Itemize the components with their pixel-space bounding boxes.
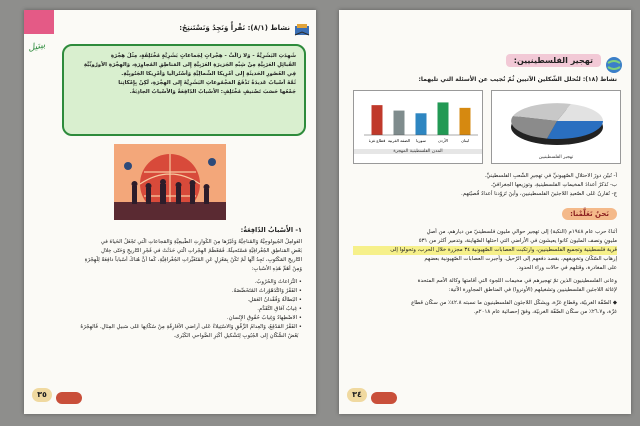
paragraph-line: العَوامِلُ الجُيولوجِيَّةُ وَالمُناخِيَّةُ وَغَيْرُها مِنَ الكَوارِثِ الطَّبيعِيَّةِ وَالمَجاعاتِ الَّتي تَجْعَلُ الحَياةَ في (100, 239, 302, 245)
learn-badge: نَحنُ تَعَلَّمْنا: (562, 208, 617, 220)
bar (438, 102, 449, 135)
list-item: • غِيابُ آفاقِ التَّقَدُّمِ. (257, 306, 302, 312)
intro-box (62, 44, 306, 136)
intro-line: شَهِدَتِ البَشَرِيَّةُ - وَلا زالَتْ - هِجْراتٍ لِجَماعاتٍ بَشَرِيَّةٍ مُخْتَلِفَةٍ، مِثْلَ هِجْرَةِ (110, 53, 296, 59)
list-item-text: النِّزاعاتُ وَالحُرُوبُ. (254, 279, 298, 285)
list-item-text: الفَقْرُ المُدْقِعُ، وَانْعِدامُ الرِّفْقِ وَالاسْتِيلاءُ عَلى أَراضي الأَفارِقَةِ مِنْ سُكّانِها عَلى سَبيلِ المِثالِ. فَالهِجْرَةُ (80, 324, 298, 330)
bar-caption: المدن الفلسطينية المهجرة (354, 149, 482, 154)
intro-line: ثَمَّةَ أَسْبابٌ عَديدَةٌ تَدْفَعُ المَجْمُوعاتِ البَشَرِيَّةَ إِلى الهِجْرَةِ، لَكِنْ بِإِمْكانِنا (118, 80, 296, 86)
bar (460, 108, 471, 135)
bar-chart (353, 90, 483, 164)
section-heading: ١- الأَسْبابُ الدّافِعَةُ: (240, 226, 302, 234)
question: ج- نُقارنُ عَلى الصّعيدِ اللاجئينَ الفلسطينيين، وأينَ تَزوّدنا أَعدادُ قُصيّتهم. (461, 191, 617, 197)
body-line: لإغاثة اللاجئين الفلسطينيين وتشغيلهم (الأونروا) في المناطق المجاورة الآتية: (448, 287, 617, 293)
pen-icon (56, 392, 82, 404)
intro-line: فِي العُصُورِ الحَديثَةِ إِلى أَمْرِيكا الشَّمالِيَّةِ وَأَسْتُرالْيا وَأَمْرِيكا الجَنُوبِيَّةِ. (121, 71, 296, 77)
body-line: ◆ الضّفّة الغربيّة، وقطاع غزّة، ويشكّل اللاجئون الفلسطينيون ما نسبته ٤٢.٨٪ من سكّان قطاع (411, 300, 617, 306)
list-item: • الفَقْرُ وَالتَّدَهْوُراتُ المُتَخَصِّصَةُ. (231, 288, 302, 294)
pie-chart (491, 90, 621, 164)
margin-note: بيتيل (27, 40, 47, 54)
list-item: • النِّزاعاتُ وَالحُرُوبُ. (254, 279, 302, 285)
bar-label: سوريا (416, 138, 426, 143)
question: أ- نُبيّن دورَ الاحتلالِ الصّهيونيِّ في تهجيرِ الشّعبِ الفلسطينيِّ. (484, 173, 617, 179)
paragraph-line: وَمِنْ أَهَمِّ هَذِهِ الأَسْبابِ: (251, 266, 302, 272)
list-item: • البَطالَةُ وَفُقْدانُ العَمَلِ. (247, 297, 302, 303)
intro-line: القَبائِلِ العَرَبِيَّةِ مِنْ شِبْهِ الجَزيرَةِ العَرَبِيَّةِ إِلى المَناطِقِ المُجاوِرَةِ، وَالهِجْرَةِ الأُورُوبِّيَّةِ (83, 62, 296, 68)
intro-line: جَمْعُها حَسَبَ تَصْنيفٍ مُخْتَلِفٍ: الأَسْبابُ الدّافِعَةُ وَالأَسْبابُ الجاذِبَةُ. (129, 89, 296, 95)
body-line: قرية فلسطينية وتجميع الفلسطينيين، وارتكبت العصابات الصّهيونية ٣٤ مجزرة خلال الحرب، وتحولوا إلى (353, 246, 617, 255)
paragraph-line: بَعْضِ المَناطِقِ الجُغْرافِيَّةِ مُسْتَحيلَةً. فَمُعْظَمُ الهِجْراتِ الَّتي حَدَثَتْ في فَجْرِ التّاريخِ وَحَتّى خِلالِ (101, 248, 302, 254)
list-item-text: الفَقْرُ وَالتَّدَهْوُراتُ المُتَخَصِّصَةُ. (231, 288, 298, 294)
list-item-text: بَعْضُ السُّكّانِ إِلى الجُبُوبِ لِتَشْكيلِ أَكْبَرِ الضَّواحي الكُبْرى. (173, 333, 299, 339)
body-line: مليونٍ ونصف المليون كانوا يعيشون في الأراضي التي احتلها الصّهاينة، وتدمير أكثر من ٥٣١ (418, 238, 617, 244)
bar-label: لبنان (461, 138, 469, 143)
pen-icon (371, 392, 397, 404)
migration-illustration (114, 144, 226, 220)
right-page (339, 10, 631, 414)
page-number: ٣٥ (32, 388, 52, 402)
pie-caption: تهجير الفلسطينيين (538, 155, 574, 160)
list-item-text: غِيابُ آفاقِ التَّقَدُّمِ. (257, 306, 298, 312)
corner-tab (24, 10, 54, 34)
page-number: ٣٤ (347, 388, 367, 402)
list-item: • الفَقْرُ المُدْقِعُ، وَانْعِدامُ الرِّفْقِ وَالاسْتِيلاءُ عَلى أَراضي الأَفارِقَةِ مِنْ سُكّانِها عَلى سَبيلِ المِثالِ. فَالهِجْرَةُ (80, 324, 302, 330)
bar-label: قطاع غزة (368, 138, 386, 143)
question: ب- نُذكرُ أعدادَ المخيماتِ الفلسطينيةِ، وتوزيعها الجغرافيّ. (490, 182, 617, 188)
body-line: غزّة، و٢٦.٧٪ من سكّان الضّفّة الغربيّة، وفقَ إحصائية عام ٢٠١٨م. (473, 309, 617, 315)
globe-icon (605, 56, 623, 78)
list-item: • الاضْطِهادُ وَغِيابُ حُقُوقِ الإِنْسانِ. (226, 315, 302, 321)
list-item-text: الاضْطِهادُ وَغِيابُ حُقُوقِ الإِنْسانِ. (226, 315, 298, 321)
questions (353, 172, 617, 199)
activity-title: نشاط (٨/١): نَقْرأُ وَنَجِدُ وَنَسْتَنتِجُ: (179, 24, 290, 32)
activity-line: نشاط (١٨): لنُحلل الشّكلين الآتيين ثُمّ نُجيب عن الأسئلة التي تليهما: (418, 76, 617, 83)
bar-label: الضفة الغربية (387, 138, 411, 143)
left-page (24, 10, 316, 414)
body-line: أثناءَ حرب عام ١٩٤٨م (النكبة) إلى تهجير حوالي مليون فلسطينيّ من ديارهم، من أصلِ (426, 229, 617, 235)
body-line: على المغادرة، وقتلهم في حالات وراء الحدود. (516, 265, 617, 271)
list-item (38, 332, 302, 341)
list-item-text: البَطالَةُ وَفُقْدانُ العَمَلِ. (247, 297, 298, 303)
bar-chart-plot (356, 91, 482, 145)
body-line: إرهاب السّكّان وتخويفهم، بقصد دفعهم إلى الرّحيل. وأجبرت العصابات الصّهيونية بعضهم (424, 256, 617, 262)
body-line: وعانى الفلسطينيون الذين تمّ تهجيرهم في مخيمات اللجوء التي أقامتها وكالة الأمم المتحدة (417, 278, 617, 284)
paragraph-line: التّاريخِ المَكْتُوبِ، نَجِدُ أَنَّها لَمْ تَكُنْ بِمَعْزِلٍ عَنِ المُتَغَيِّراتِ الجُغْرافِيَّةِ، كَما أَنَّ هُناكَ أَسْباباً دافِعَةً لِلْهِجْرَةِ (84, 257, 302, 263)
bar (394, 111, 405, 135)
bar (372, 105, 383, 135)
bar-label: الأردن (437, 138, 449, 143)
reasons-list (38, 278, 302, 341)
paragraph (38, 238, 302, 274)
unit-title: تهجير الفلسطينيين: (506, 54, 601, 67)
book-icon (294, 22, 310, 36)
body-text (353, 228, 617, 317)
bar (416, 113, 427, 135)
